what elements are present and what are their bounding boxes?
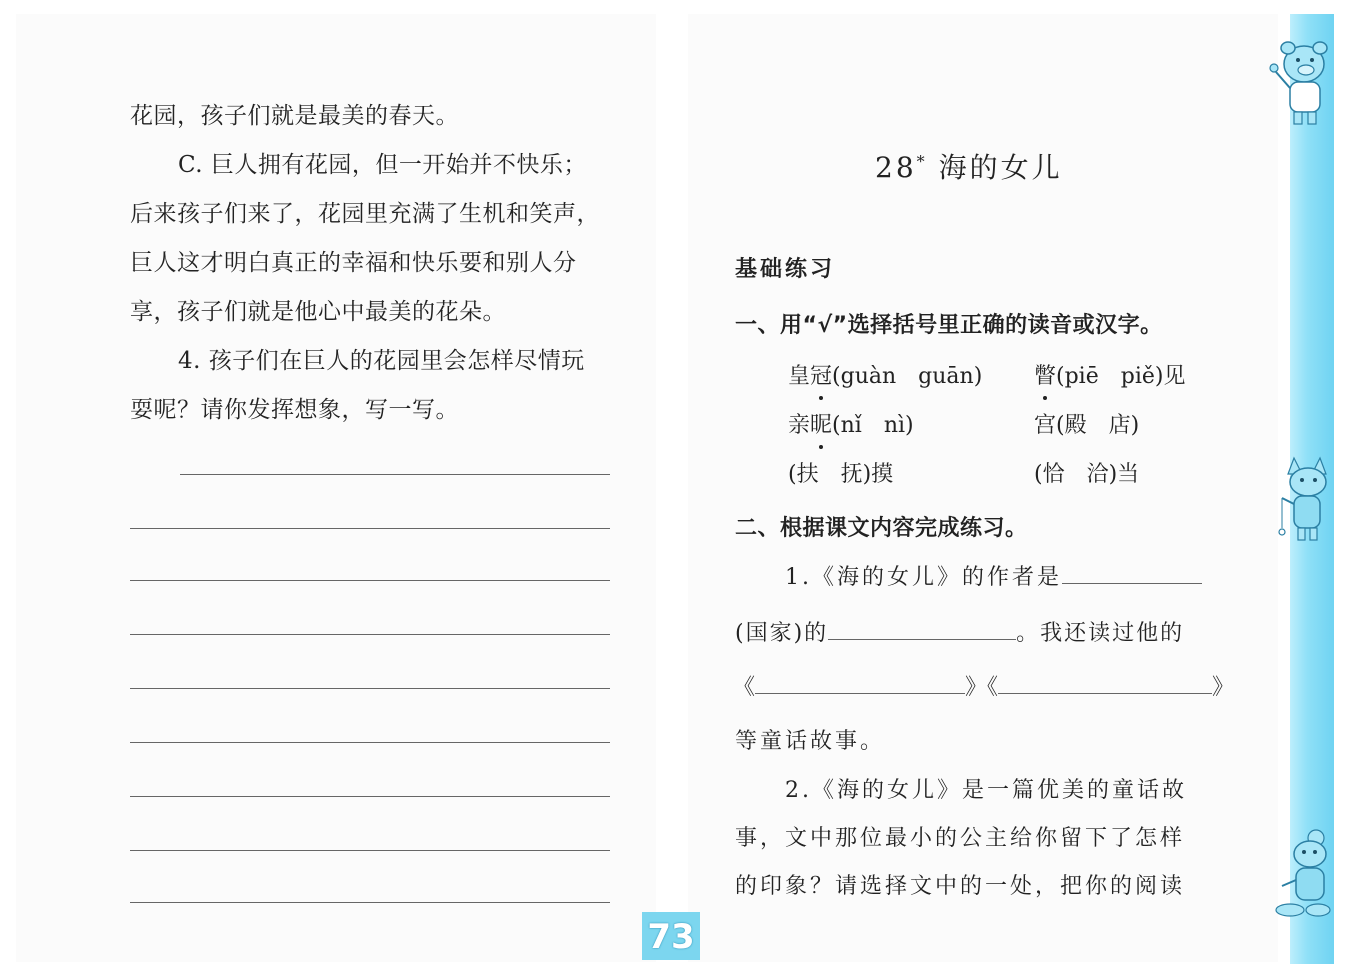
page-number: 73 [642,912,700,960]
paragraph-line: 享，孩子们就是他心中最美的花朵。 [130,299,506,325]
question-2-item-1-line [785,563,1202,593]
writing-line[interactable] [130,580,610,581]
question-1-heading: 一、用“√”选择括号里正确的读音或汉字。 [735,313,1163,338]
writing-line[interactable] [130,742,610,743]
paragraph-line: C. 巨人拥有花园，但一开始并不快乐； [178,152,587,178]
lesson-title-text: 海的女儿 [938,151,1063,184]
dotted-char: 瞥 [1034,362,1056,392]
question-2-item-2-line: 的印象？请选择文中的一处，把你的阅读 [735,874,1186,899]
line-text: (国家)的 [735,621,829,646]
dotted-char: 冠 [810,362,832,392]
question-1-item-e[interactable]: (扶 抚)摸 [788,462,894,487]
book-title-blank-2[interactable] [998,673,1212,694]
question-1-item-c [788,411,914,441]
paragraph-line: 后来孩子们来了，花园里充满了生机和笑声， [130,201,600,227]
author-name-blank[interactable] [828,619,1016,640]
char: 皇 [788,364,811,389]
pinyin-options[interactable]: (guàn guān) [832,364,983,389]
cartoon-mouse-icon [1274,826,1338,922]
question-2-item-1-line [735,619,1184,649]
paragraph-line: 巨人这才明白真正的幸福和快乐要和别人分 [130,250,577,276]
book-bracket: 》《 [965,675,999,700]
paragraph-line: 耍呢？请你发挥想象，写一写。 [130,397,459,423]
writing-line[interactable] [130,634,610,635]
lesson-number: 28 [875,151,917,184]
book-title-blank-1[interactable] [755,673,965,694]
question-1-item-f[interactable]: (恰 洽)当 [1034,462,1140,487]
writing-line[interactable] [130,902,610,903]
writing-line[interactable] [130,528,610,529]
paragraph-line: 4. 孩子们在巨人的花园里会怎样尽情玩 [178,348,585,374]
question-1-item-b [1034,362,1185,392]
cartoon-fox-icon [1272,452,1338,548]
line-text: 。我还读过他的 [1016,621,1185,646]
lesson-mark: * [916,152,925,171]
question-2-item-2-line: 2.《海的女儿》是一篇优美的童话故 [785,778,1187,803]
pinyin-options[interactable]: (piē piě)见 [1056,364,1186,389]
pinyin-options[interactable]: (nǐ nì) [832,413,914,438]
paragraph-line: 花园，孩子们就是最美的春天。 [130,103,459,129]
book-title-line [733,673,1234,703]
char: 亲 [788,413,811,438]
writing-line[interactable] [180,474,610,475]
char: 宫 [1034,413,1057,438]
cartoon-pig-icon [1264,34,1336,130]
writing-line[interactable] [130,850,610,851]
question-1-item-a [788,362,982,392]
question-2-item-2-line: 事，文中那位最小的公主给你留下了怎样 [735,826,1186,851]
writing-line[interactable] [130,796,610,797]
author-blank[interactable] [1062,563,1202,584]
hanzi-options[interactable]: (殿 店) [1056,413,1140,438]
question-1-item-d [1034,411,1139,441]
question-2-heading: 二、根据课文内容完成练习。 [735,516,1028,541]
writing-line[interactable] [130,688,610,689]
book-bracket: 》 [1212,675,1235,700]
lesson-title [875,144,1063,186]
dotted-char: 昵 [810,411,832,441]
book-bracket: 《 [733,675,756,700]
section-heading: 基础练习 [735,257,836,282]
line-text: 1.《海的女儿》的作者是 [785,565,1062,590]
question-2-item-1-line: 等童话故事。 [735,729,886,754]
